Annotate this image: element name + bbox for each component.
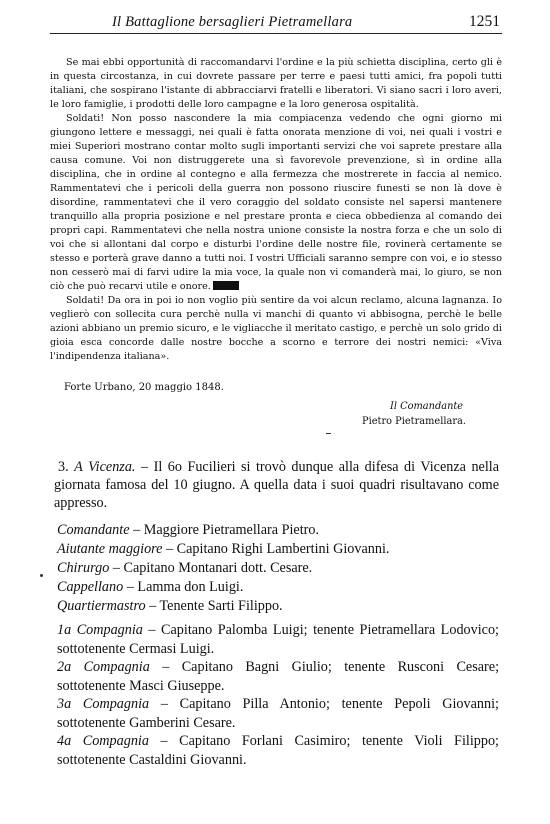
section-number: 3. bbox=[58, 459, 69, 475]
page-number: 1251 bbox=[469, 13, 500, 30]
section-vicenza bbox=[54, 458, 499, 512]
staff-holder: – Lamma don Luigi. bbox=[126, 579, 244, 595]
company-entry bbox=[57, 658, 499, 695]
stray-dot bbox=[40, 574, 43, 577]
companies-list bbox=[57, 621, 499, 769]
stray-mark bbox=[326, 433, 331, 434]
running-header bbox=[50, 13, 502, 34]
letter-text bbox=[50, 56, 502, 364]
staff-holder: – Capitano Montanari dott. Cesare. bbox=[112, 560, 313, 576]
staff-row bbox=[57, 540, 502, 559]
section-heading: A Vicenza. bbox=[74, 459, 136, 475]
section-text: – Il 6o Fucilieri si trovò dunque alla difesa di Vicenza nella giornata famosa del 10 giugno. A quella data i suoi quadri risultavano come appresso. bbox=[54, 459, 500, 511]
signature-role: Il Comandante bbox=[390, 401, 464, 412]
letter-paragraph: Soldati! Da ora in poi io non voglio più sentire da voi alcun reclamo, alcuna lagnanza. Io veglierò con sollecita cura perchè nulla vi manchi di quanto vi abbisogna, perchè le belle azioni abbiano un premio sicuro, e le vigliacche il meritato castigo, e perchè un solo grido di gioia esca concorde dalle nostre bocche a scorno e terrore dei nostri nemici: «Viva l'indipendenza italiana». bbox=[50, 295, 502, 362]
running-title: Il Battaglione bersaglieri Pietramellara bbox=[112, 14, 353, 30]
company-label: 2a Compagnia bbox=[57, 659, 150, 675]
staff-role: Aiutante maggiore bbox=[57, 541, 163, 557]
signature-block bbox=[362, 399, 466, 429]
staff-row bbox=[57, 521, 502, 540]
staff-row bbox=[57, 578, 502, 597]
letter-paragraph: Se mai ebbi opportunità di raccomandarvi l'ordine e la più schietta disciplina, certo gli è in questa circostanza, in cui dovrete passare per terre e paesi tutti amici, fra popoli tutti italiani, che sospirano l'istante di abbracciarvi fratelli e liberatori. Vi siano sacri i loro averi, le loro famiglie, i prodotti delle loro campagne e la loro generosa ospitalità. bbox=[50, 57, 502, 110]
dateline: Forte Urbano, 20 maggio 1848. bbox=[64, 382, 224, 393]
company-label: 4a Compagnia bbox=[57, 733, 149, 749]
letter-paragraph: Soldati! Non posso nascondere la mia compiacenza vedendo che ogni giorno mi giungono lettere e messaggi, nei quali è fatta onorata menzione di voi, nei quali i vostri e miei Superiori mostrano contar molto sugli importanti servizi che voi saprete prestare alla causa comune. Voi non distruggerete una sì favorevole prevenzione, sì in ordine alla disciplina, che in ordine al contegno e alla fermezza che mostrerete in faccia al nemico. Rammentatevi che i pericoli della guerra non possono riuscire funesti se non là dove è disordine, rammentatevi che il vero coraggio del soldato consiste nel sapersi mantenere tranquillo alla propria posizione e nel prestare pronta e cieca obbedienza al comando dei propri capi. Rammentatevi che nella nostra unione consiste la nostra forza e che un solo di voi che si allontani dal corpo e disturbi l'ordine delle nostre file, rovinerà certamente se stesso e porterà grave danno a tutti noi. I vostri Ufficiali saranno sempre con voi, e io stesso non cesserò mai di farvi udire la mia voce, la quale non vi comanderà mai, lo giuro, se non ciò che può recarvi utile e onore. bbox=[50, 113, 502, 292]
company-entry bbox=[57, 695, 499, 732]
company-label: 1a Compagnia bbox=[57, 622, 143, 638]
company-label: 3a Compagnia bbox=[57, 696, 150, 712]
staff-holder: – Tenente Sarti Filippo. bbox=[149, 598, 283, 614]
staff-role: Comandante bbox=[57, 522, 130, 538]
company-entry bbox=[57, 732, 499, 769]
ink-blot-mark bbox=[213, 281, 239, 290]
company-officers: – Capitano Palomba Luigi; tenente Pietramellara Lodovico; sottotenente Cermasi Luigi. bbox=[57, 622, 499, 657]
signature-name: Pietro Pietramellara. bbox=[362, 416, 466, 427]
company-entry bbox=[57, 621, 499, 658]
company-officers: – Capitano Pilla Antonio; tenente Pepoli Giovanni; sottotenente Gamberini Cesare. bbox=[57, 696, 499, 731]
staff-role: Quartiermastro bbox=[57, 598, 146, 614]
staff-list bbox=[57, 521, 502, 616]
company-officers: – Capitano Forlani Casimiro; tenente Violi Filippo; sottotenente Castaldini Giovanni. bbox=[57, 733, 499, 768]
staff-role: Cappellano bbox=[57, 579, 124, 595]
staff-holder: – Capitano Righi Lambertini Giovanni. bbox=[166, 541, 390, 557]
company-officers: – Capitano Bagni Giulio; tenente Rusconi Cesare; sottotenente Masci Giuseppe. bbox=[57, 659, 500, 694]
staff-row bbox=[57, 559, 502, 578]
staff-role: Chirurgo bbox=[57, 560, 110, 576]
staff-row bbox=[57, 597, 502, 616]
staff-holder: – Maggiore Pietramellara Pietro. bbox=[133, 522, 320, 538]
